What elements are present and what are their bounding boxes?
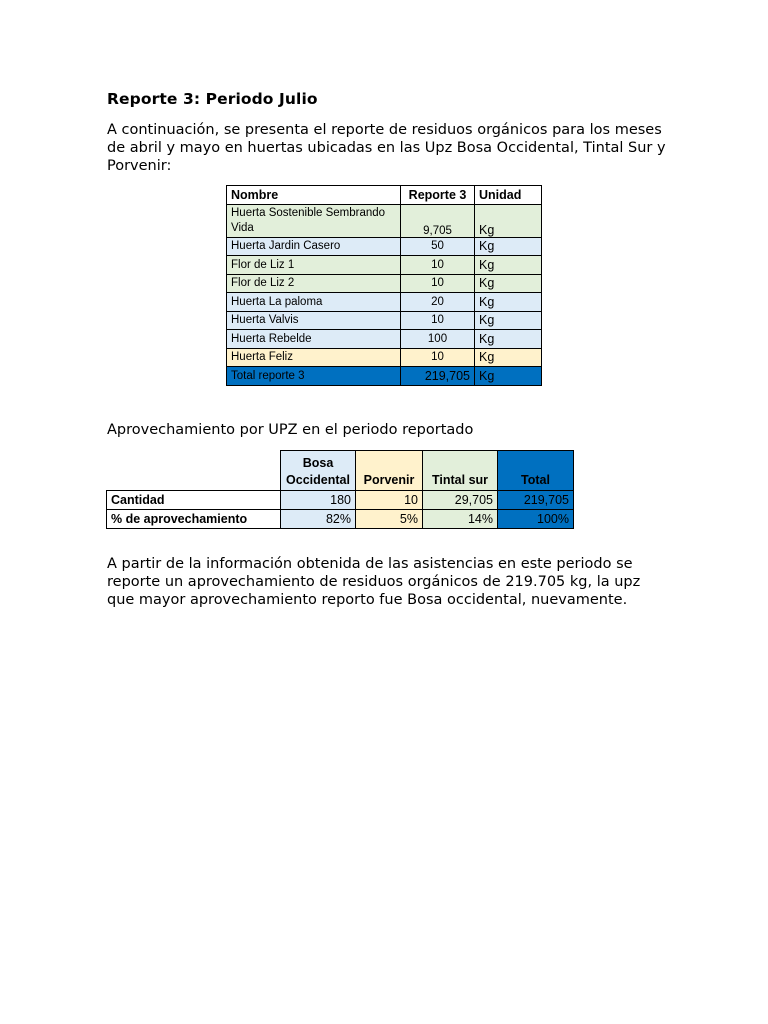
header-reporte: Reporte 3 [401, 186, 475, 205]
row-name: Flor de Liz 2 [227, 274, 401, 293]
row-unit: Kg [475, 330, 542, 349]
table-row [107, 510, 574, 529]
table-row [227, 330, 542, 349]
intro-paragraph: A continuación, se presenta el reporte de residuos orgánicos para los meses de abril y mayo en huertas ubicadas en las Upz Bosa Occidental, Tintal Sur y Porvenir: [107, 122, 666, 174]
row-value: 10 [401, 274, 475, 293]
total-label: Total reporte 3 [227, 367, 401, 386]
row-unit: Kg [475, 311, 542, 330]
row-value: 10 [401, 311, 475, 330]
table-row [227, 293, 542, 312]
row-unit: Kg [475, 348, 542, 367]
row-unit: Kg [475, 256, 542, 275]
row-value: 10 [401, 256, 475, 275]
total-value: 219,705 [401, 367, 475, 386]
cell-total: 100% [498, 510, 574, 529]
report-title: Reporte 3: Periodo Julio [107, 90, 318, 108]
row-name: Huerta Rebelde [227, 330, 401, 349]
row-name: Flor de Liz 1 [227, 256, 401, 275]
row-label: % de aprovechamiento [107, 510, 281, 529]
header-tintal: Tintal sur [423, 451, 498, 491]
row-unit: Kg [475, 204, 542, 237]
header-bosa: Bosa Occidental [281, 451, 356, 491]
row-value: 50 [401, 237, 475, 256]
row-name: Huerta Sostenible Sembrando Vida [227, 204, 401, 237]
row-unit: Kg [475, 274, 542, 293]
table-header-row [107, 451, 574, 491]
cell-tintal: 29,705 [423, 491, 498, 510]
row-unit: Kg [475, 293, 542, 312]
waste-report-table [226, 185, 542, 386]
header-nombre: Nombre [227, 186, 401, 205]
row-name: Huerta Valvis [227, 311, 401, 330]
table-row [227, 256, 542, 275]
row-name: Huerta Jardin Casero [227, 237, 401, 256]
cell-bosa: 82% [281, 510, 356, 529]
table-row [227, 204, 542, 237]
table-row [227, 311, 542, 330]
row-name: Huerta La paloma [227, 293, 401, 312]
header-blank [107, 451, 281, 491]
row-value: 100 [401, 330, 475, 349]
row-name: Huerta Feliz [227, 348, 401, 367]
row-unit: Kg [475, 237, 542, 256]
cell-bosa: 180 [281, 491, 356, 510]
cell-porvenir: 10 [356, 491, 423, 510]
table-row [227, 348, 542, 367]
table-row [107, 491, 574, 510]
header-porvenir: Porvenir [356, 451, 423, 491]
header-unidad: Unidad [475, 186, 542, 205]
table-row [227, 237, 542, 256]
upz-summary-table [106, 450, 574, 529]
cell-tintal: 14% [423, 510, 498, 529]
row-value: 20 [401, 293, 475, 312]
cell-porvenir: 5% [356, 510, 423, 529]
total-row [227, 367, 542, 386]
conclusion-paragraph: A partir de la información obtenida de las asistencias en este periodo se reporte un aprovechamiento de residuos orgánicos de 219.705 kg, la upz que mayor aprovechamiento reporto fue Bosa occidental, nuevamente. [107, 556, 641, 608]
row-value: 10 [401, 348, 475, 367]
table-row [227, 274, 542, 293]
cell-total: 219,705 [498, 491, 574, 510]
row-value: 9,705 [401, 204, 475, 237]
table-header-row [227, 186, 542, 205]
row-label: Cantidad [107, 491, 281, 510]
header-total: Total [498, 451, 574, 491]
total-unit: Kg [475, 367, 542, 386]
section-heading: Aprovechamiento por UPZ en el periodo reportado [107, 422, 474, 438]
